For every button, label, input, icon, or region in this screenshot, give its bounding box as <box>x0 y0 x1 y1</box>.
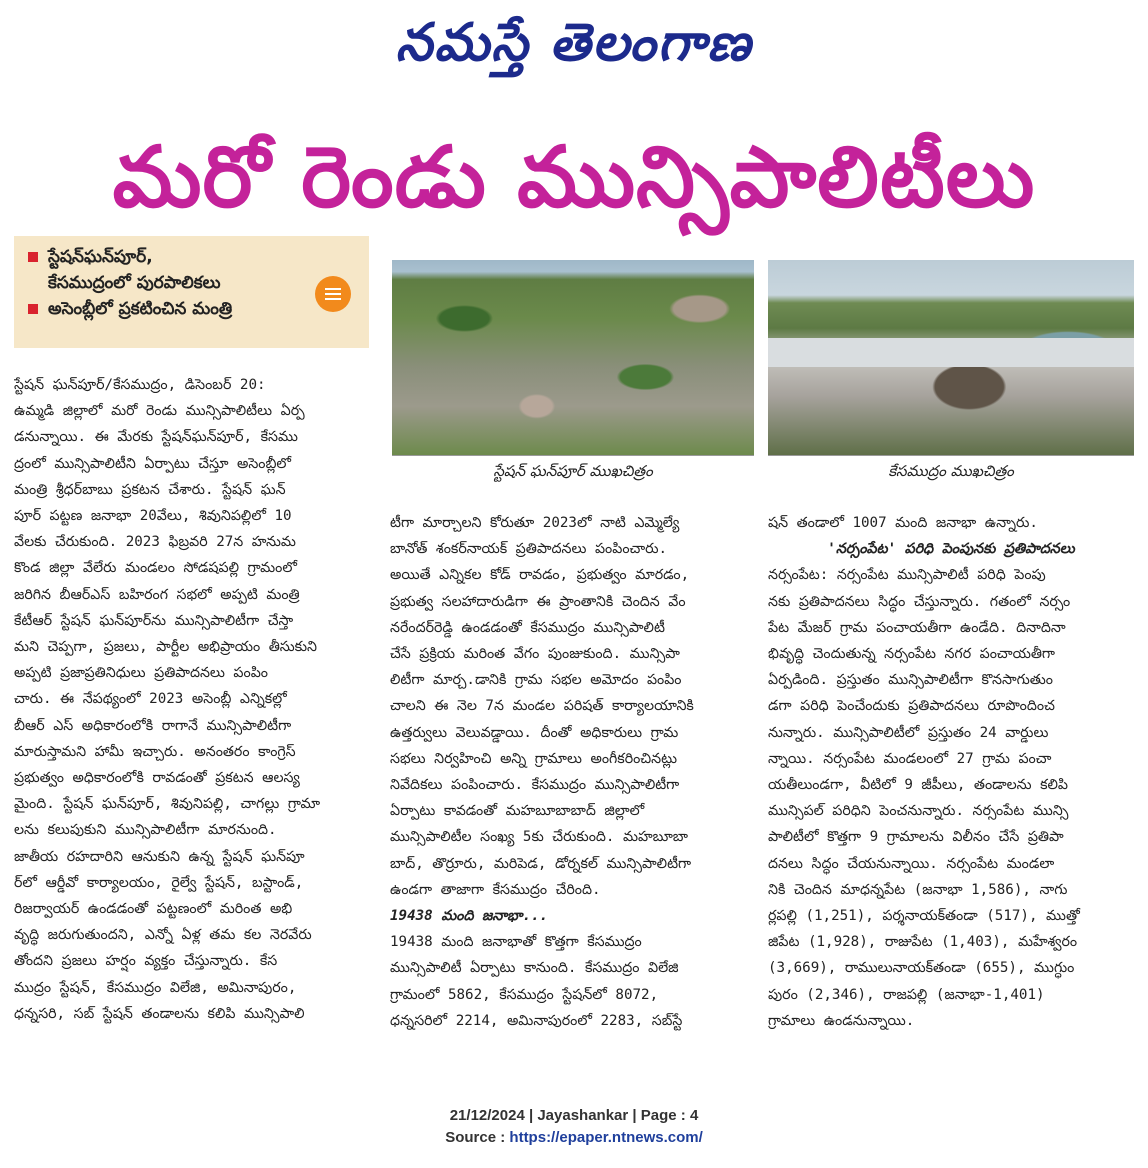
section-subheading: 'నర్సంపేట' పరిధి పెంపునకు ప్రతిపాదనలు <box>827 541 1075 558</box>
article-line: ప్రభుత్వ సలహాదారుడిగా ఈ ప్రాంతానికి చెందిన వేం <box>390 593 686 610</box>
article-line: కేటీఆర్ స్టేషన్ ఘన్‌పూర్‌ను మున్సిపాలిటీగా చేస్తా <box>14 612 294 629</box>
article-line: బీఆర్ ఎస్ అధికారంలోకి రాగానే మున్సిపాలిటీగా <box>14 717 292 734</box>
article-line: ద్రంలో మున్సిపాలిటీని ఏర్పాటు చేస్తూ అసెంబ్లీలో <box>14 455 292 472</box>
newspaper-masthead: నమస్తే తెలంగాణ <box>395 13 753 73</box>
article-line: బానోత్ శంకర్‌నాయక్ ప్రతిపాదనలు పంపించారు. <box>390 541 668 558</box>
highlight-item <box>28 296 359 322</box>
article-line: చేసే ప్రక్రియ మరింత వేగం పుంజుకుంది. మున్సిపా <box>390 646 680 663</box>
article-line: డగా పరిధి పెంచేందుకు ప్రతిపాదనలు రూపొందించ <box>768 698 1055 715</box>
article-line: టీగా మార్చాలని కోరుతూ 2023లో నాటి ఎమ్మెల్యే <box>390 515 680 531</box>
article-line: నర్సంపేట: నర్సంపేట మున్సిపాలిటీ పరిధి పెంపు <box>768 567 1046 584</box>
article-line: నకు ప్రతిపాదనలు సిద్ధం చేస్తున్నారు. గతంలో నర్సం <box>768 593 1071 610</box>
article-line: పేట మేజర్ గ్రామ పంచాయతీగా ఉండేది. దినాదినా <box>768 619 1066 636</box>
article-line: మని చెప్పగా, ప్రజలు, పార్టీల అభిప్రాయం తీసుకుని <box>14 639 317 656</box>
article-line: చారు. ఈ నేపథ్యంలో 2023 అసెంబ్లీ ఎన్నికల్లో <box>14 691 287 708</box>
highlight-text: స్టేషన్‌ఘన్‌పూర్, <box>48 247 153 267</box>
article-line: ఉండగా తాజాగా కేసముద్రం చేరింది. <box>390 881 601 898</box>
source-link[interactable]: https://epaper.ntnews.com/ <box>509 1129 703 1146</box>
article-line: జిపేట (1,928), రాజుపేట (1,403), మహేశ్వరం <box>768 934 1078 951</box>
article-line: తోందని ప్రజలు హర్షం వ్యక్తం చేస్తున్నారు. కేస <box>14 953 278 970</box>
article-line: 19438 మంది జనాభాతో కొత్తగా కేసముద్రం <box>390 934 642 951</box>
highlight-text: కేసముద్రంలో పురపాలికలు <box>48 273 221 293</box>
page-footer <box>0 1105 1148 1149</box>
article-line: జరిగిన బీఆర్‌ఎస్ బహిరంగ సభలో అప్పటి మంత్రి <box>14 586 300 603</box>
highlight-item <box>28 244 359 270</box>
article-column-1 <box>14 372 370 1027</box>
article-line: మైంది. స్టేషన్ ఘన్‌పూర్, శివునిపల్లి, చాగల్లు గ్రామా <box>14 796 321 813</box>
article-line: నరేందర్‌రెడ్డి ఉండడంతో కేసముద్రం మున్సిపాలిటీ <box>390 619 665 636</box>
article-column-3 <box>768 510 1134 1034</box>
article-line: ఏర్పడింది. ప్రస్తుతం మున్సిపాలిటీగా కొనసాగుతుం <box>768 672 1053 689</box>
section-subheading: 19438 మంది జనాభా... <box>390 908 548 925</box>
highlight-item <box>28 270 359 296</box>
article-line: డనున్నాయి. ఈ మేరకు స్టేషన్‌ఘన్‌పూర్, కేసము <box>14 429 298 446</box>
article-line: ముద్రం స్టేషన్, కేసముద్రం విలేజి, అమినాపురం, <box>14 979 297 996</box>
footer-date-line: 21/12/2024 | Jayashankar | Page : 4 <box>449 1107 699 1124</box>
source-label: Source : <box>445 1129 510 1146</box>
photo-caption: కేసముద్రం ముఖచిత్రం <box>888 462 1014 480</box>
article-line: ధన్నసరిలో 2214, అమినాపురంలో 2283, సబ్‌స్టే <box>390 1012 683 1029</box>
article-column-2 <box>390 510 752 1034</box>
article-line: ప్రభుత్వం అధికారంలోకి రావడంతో ప్రకటన ఆలస్య <box>14 770 300 787</box>
article-line: మున్సిపాలిటీ ఏర్పాటు కానుంది. కేసముద్రం విలేజి <box>390 960 679 977</box>
article-line: లను కలుపుకుని మున్సిపాలిటీగా మారనుంది. <box>14 822 277 839</box>
article-line: వేలకు చేరుకుంది. 2023 ఫిబ్రవరి 27న హనుమ <box>14 534 296 551</box>
article-line: ఉమ్మడి జిల్లాలో మరో రెండు మున్సిపాలిటీలు ఏర్ప <box>14 403 305 420</box>
article-line: షన్ తండాలో 1007 మంది జనాభా ఉన్నారు. <box>768 515 1038 531</box>
article-line: పాలిటీలో కొత్తగా 9 గ్రామాలను విలీనం చేసే ప్రతిపా <box>768 829 1064 846</box>
article-line: నికి చెందిన మాధన్నపేట (జనాభా 1,586), నాగు <box>768 881 1068 898</box>
article-line: యతీలుండగా, వీటిలో 9 జీపీలు, తండాలను కలిపి <box>768 777 1068 794</box>
kesamudram-town-photo <box>768 260 1134 456</box>
article-line: ఉత్తర్వులు వెలువడ్డాయి. దీంతో అధికారులు గ్రామ <box>390 724 679 741</box>
article-line: గ్రామాలు ఉండనున్నాయి. <box>768 1012 915 1029</box>
article-line: మున్సిపాలిటీల సంఖ్య 5కు చేరుకుంది. మహబూబా <box>390 829 688 846</box>
footer-source-line <box>0 1127 1148 1149</box>
note-icon <box>315 276 351 312</box>
photo-caption: స్టేషన్ ఘన్‌పూర్ ముఖచిత్రం <box>493 462 653 480</box>
article-line: దనలు సిద్ధం చేయనున్నాయి. నర్సంపేట మండలా <box>768 855 1055 872</box>
highlight-text: అసెంబ్లీలో ప్రకటించిన మంత్రి <box>48 299 233 319</box>
highlights-box <box>14 236 369 348</box>
article-line: రిజర్వాయర్ ఉండడంతో పట్టణంలో మరింత అభి <box>14 901 293 918</box>
article-line: స్టేషన్ ఘన్‌పూర్/కేసముద్రం, డిసెంబర్ 20: <box>14 377 266 393</box>
article-line: భివృద్ధి చెందుతున్న నర్సంపేట నగర పంచాయతీగా <box>768 646 1055 663</box>
article-line: చాలని ఈ నెల 7న మండల పరిషత్ కార్యాలయానికి <box>390 698 694 715</box>
square-bullet-icon <box>28 252 38 262</box>
station-ghanpur-aerial-photo <box>392 260 754 456</box>
article-headline: మరో రెండు మున్సిపాలిటీలు <box>112 128 1036 226</box>
article-line: వృద్ధి జరుగుతుందని, ఎన్నో ఏళ్ల తమ కల నెరవేరు <box>14 927 312 944</box>
article-line: నివేదికలు పంపించారు. కేసముద్రం మున్సిపాలిటీగా <box>390 777 680 794</box>
article-line: లిటీగా మార్చ.డానికి గ్రామ సభల అమోదం పంపిం <box>390 672 682 689</box>
square-bullet-icon <box>28 304 38 314</box>
article-line: (3,669), రాములునాయక్‌తండా (655), ముగ్ధుం <box>768 960 1075 977</box>
article-line: పురం (2,346), రాజపల్లి (జనాభా-1,401) <box>768 986 1045 1003</box>
article-line: బాద్, తొర్రూరు, మరిపెడ, డోర్నకల్ మున్సిపాలిటీగా <box>390 855 692 872</box>
article-line: అయితే ఎన్నికల కోడ్ రావడం, ప్రభుత్వం మారడం, <box>390 567 690 584</box>
article-line: మున్సిపల్ పరిధిని పెంచనున్నారు. నర్సంపేట మున్సి <box>768 803 1069 820</box>
article-line: పూర్ పట్టణ జనాభా 20వేలు, శివునిపల్లిలో 10 <box>14 508 292 525</box>
article-line: జాతీయ రహదారిని ఆనుకుని ఉన్న స్టేషన్ ఘన్‌పూ <box>14 848 305 865</box>
article-line: ధన్నసరి, సబ్ స్టేషన్ తండాలను కలిపి మున్సిపాలి <box>14 1005 305 1022</box>
article-line: న్నాయి. నర్సంపేట మండలంలో 27 గ్రామ పంచా <box>768 750 1052 767</box>
article-line: మారుస్తామని హామీ ఇచ్చారు. అనంతరం కాంగ్రెస్ <box>14 743 296 760</box>
article-line: ర్‌లో ఆర్డీవో కార్యాలయం, రైల్వే స్టేషన్, బస్టాండ్, <box>14 874 304 891</box>
article-line: కొండ జిల్లా వేలేరు మండలం సోడషపల్లి గ్రామంలో <box>14 560 297 577</box>
article-line: గ్రామంలో 5862, కేసముద్రం స్టేషన్‌లో 8072, <box>390 986 659 1003</box>
article-line: మంత్రి శ్రీధర్‌బాబు ప్రకటన చేశారు. స్టేషన్ ఘన్ <box>14 481 286 498</box>
article-line: ర్లపల్లి (1,251), పర్శనాయక్‌తండా (517), ముత్తో <box>768 908 1080 925</box>
article-line: ఏర్పాటు కావడంతో మహబూబాబాద్ జిల్లాలో <box>390 803 645 820</box>
article-line: సభలు నిర్వహించి అన్ని గ్రామాలు అంగీకరించినట్లు <box>390 750 677 767</box>
article-line: అప్పటి ప్రజాప్రతినిధులు ప్రతిపాదనలు పంపిం <box>14 665 268 682</box>
article-line: నున్నారు. మున్సిపాలిటీలో ప్రస్తుతం 24 వార్డులు <box>768 724 1049 741</box>
